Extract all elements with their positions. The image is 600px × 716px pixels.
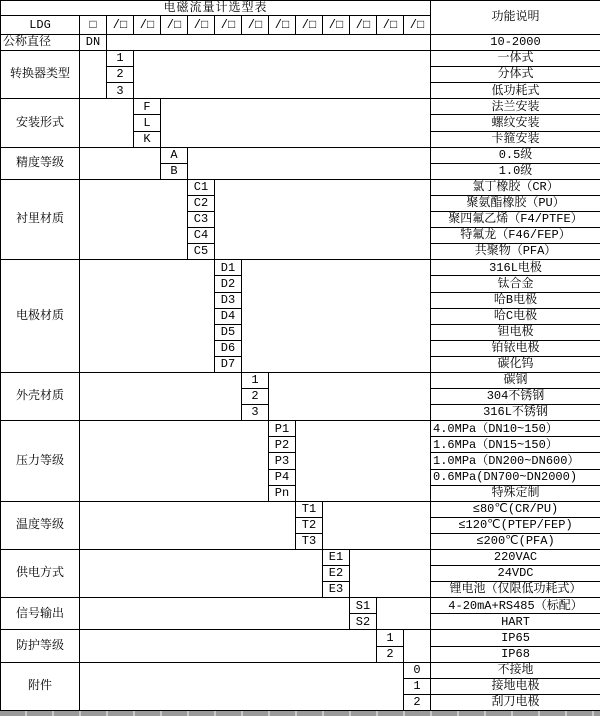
selection-row [1,662,600,678]
option-code-cell: 0 [404,662,431,678]
option-description-cell: 卡箍安装 [431,131,600,147]
empty-region-right [269,372,431,420]
selection-row [1,630,600,646]
option-code-cell: 1 [404,678,431,694]
option-code-cell: 1 [377,630,404,646]
selection-row [1,51,600,67]
empty-region-right [134,51,431,99]
option-code-cell: L [134,115,161,131]
option-code-cell: 2 [242,389,269,405]
table-title: 电磁流量计选型表 [1,1,431,16]
model-slot-cell: /□ [242,16,269,35]
option-description-cell: 聚氨酯橡胶（PU） [431,195,600,211]
window-bottom-edge [0,711,600,716]
category-label: 安装形式 [1,99,80,147]
option-description-cell: 锂电池（仅限低功耗式） [431,582,600,598]
selection-row [1,372,600,388]
option-description-cell: 一体式 [431,51,600,67]
option-description-cell: 1.0MPa（DN200~DN600） [431,453,600,469]
option-description-cell: 316L电极 [431,260,600,276]
model-slot-cell: /□ [350,16,377,35]
model-slot-cell: /□ [296,16,323,35]
option-description-cell: 法兰安装 [431,99,600,115]
option-code-cell: E3 [323,582,350,598]
selection-row [1,179,600,195]
option-description-cell: 哈B电极 [431,292,600,308]
option-description-cell: 特殊定制 [431,485,600,501]
option-code-cell: 2 [404,694,431,710]
option-code-cell: D6 [215,340,242,356]
model-slot-cell: /□ [134,16,161,35]
empty-region-right [323,501,431,549]
empty-region-left [80,421,269,501]
option-code-cell: A [161,147,188,163]
option-code-cell: D5 [215,324,242,340]
empty-region-right [161,99,431,147]
option-description-cell: 1.6MPa（DN15~150） [431,437,600,453]
option-description-cell: 10-2000 [431,35,600,51]
selection-row [1,598,600,614]
empty-region-left [80,99,134,147]
option-description-cell: 共聚物（PFA） [431,244,600,260]
option-code-cell: 3 [107,83,134,99]
option-description-cell: 4-20mA+RS485（标配） [431,598,600,614]
option-description-cell: 接地电极 [431,678,600,694]
empty-region-left [80,501,296,549]
option-description-cell: ≤200℃(PFA) [431,533,600,549]
option-description-cell: 特氟龙（F46/FEP） [431,228,600,244]
empty-region-left [80,598,350,630]
empty-region-left [80,550,323,598]
option-code-cell: P4 [269,469,296,485]
option-description-cell: IP68 [431,646,600,662]
option-description-cell: 低功耗式 [431,83,600,99]
option-code-cell: T1 [296,501,323,517]
option-description-cell: 0.5级 [431,147,600,163]
category-label: 温度等级 [1,501,80,549]
empty-region-right [242,260,431,373]
empty-region-right [107,35,431,51]
option-code-cell: C2 [188,195,215,211]
empty-region-left [80,147,161,179]
option-description-cell: IP65 [431,630,600,646]
selection-row [1,99,600,115]
selection-row [1,260,600,276]
option-code-cell: B [161,163,188,179]
category-label: 外壳材质 [1,372,80,420]
option-code-cell: S2 [350,614,377,630]
option-code-cell: E1 [323,550,350,566]
option-code-cell: T3 [296,533,323,549]
model-slot-cell: /□ [404,16,431,35]
option-description-cell: ≤120℃(PTEP/FEP) [431,517,600,533]
model-slot-cell: /□ [323,16,350,35]
empty-region-left [80,630,377,662]
option-code-cell: D1 [215,260,242,276]
option-code-cell: 1 [242,372,269,388]
empty-region-right [404,630,431,662]
model-slot-cell: /□ [188,16,215,35]
option-code-cell: C1 [188,179,215,195]
option-description-cell: ≤80℃(CR/PU) [431,501,600,517]
description-column-header: 功能说明 [431,1,600,35]
category-label: 转换器类型 [1,51,80,99]
option-description-cell: 氯丁橡胶（CR） [431,179,600,195]
option-code-cell: P1 [269,421,296,437]
empty-region-left [80,260,215,373]
empty-region-left [80,51,107,99]
option-description-cell: 钽电极 [431,324,600,340]
option-description-cell: 316L不锈钢 [431,405,600,421]
option-description-cell: 哈C电极 [431,308,600,324]
option-code-cell: P3 [269,453,296,469]
option-code-cell: C3 [188,212,215,228]
option-description-cell: 24VDC [431,566,600,582]
model-prefix: LDG [1,16,80,35]
empty-region-right [377,598,431,630]
option-code-cell: D4 [215,308,242,324]
category-label: 衬里材质 [1,179,80,259]
category-label: 附件 [1,662,80,710]
empty-region-right [350,550,431,598]
selection-row [1,550,600,566]
model-slot-cell: /□ [107,16,134,35]
category-label: 信号输出 [1,598,80,630]
option-code-cell: DN [80,35,107,51]
category-label: 供电方式 [1,550,80,598]
option-description-cell: 碳化钨 [431,356,600,372]
option-description-cell: 钛合金 [431,276,600,292]
empty-region-right [188,147,431,179]
option-description-cell: 304不锈钢 [431,389,600,405]
empty-region-right [296,421,431,501]
selection-row [1,421,600,437]
category-label: 防护等级 [1,630,80,662]
empty-region-left [80,662,404,710]
option-code-cell: D7 [215,356,242,372]
option-code-cell: E2 [323,566,350,582]
model-slot-cell: /□ [377,16,404,35]
option-description-cell: 220VAC [431,550,600,566]
empty-region-left [80,179,188,259]
option-description-cell: 碳钢 [431,372,600,388]
option-description-cell: 分体式 [431,67,600,83]
option-code-cell: D2 [215,276,242,292]
option-code-cell: 2 [377,646,404,662]
option-description-cell: 刮刀电极 [431,694,600,710]
option-code-cell: K [134,131,161,147]
option-description-cell: 铂铱电极 [431,340,600,356]
option-description-cell: 4.0MPa（DN10~150） [431,421,600,437]
option-code-cell: T2 [296,517,323,533]
option-code-cell: 2 [107,67,134,83]
category-label: 电极材质 [1,260,80,373]
option-description-cell: HART [431,614,600,630]
option-description-cell: 1.0级 [431,163,600,179]
model-slot-cell: /□ [269,16,296,35]
model-slot-cell: /□ [215,16,242,35]
selection-row [1,147,600,163]
empty-region-right [215,179,431,259]
table-header-row [1,1,600,16]
option-code-cell: C5 [188,244,215,260]
option-code-cell: 3 [242,405,269,421]
category-label: 压力等级 [1,421,80,501]
option-code-cell: D3 [215,292,242,308]
model-box-cell: □ [80,16,107,35]
selection-row [1,35,600,51]
option-code-cell: Pn [269,485,296,501]
option-description-cell: 不接地 [431,662,600,678]
option-description-cell: 0.6MPa(DN700~DN2000) [431,469,600,485]
option-code-cell: P2 [269,437,296,453]
option-description-cell: 聚四氟乙烯（F4/PTFE） [431,212,600,228]
category-label: 公称直径 [1,35,80,51]
option-code-cell: S1 [350,598,377,614]
option-code-cell: F [134,99,161,115]
empty-region-left [80,372,242,420]
option-code-cell: C4 [188,228,215,244]
option-description-cell: 螺纹安装 [431,115,600,131]
selection-row [1,501,600,517]
option-code-cell: 1 [107,51,134,67]
category-label: 精度等级 [1,147,80,179]
model-slot-cell: /□ [161,16,188,35]
